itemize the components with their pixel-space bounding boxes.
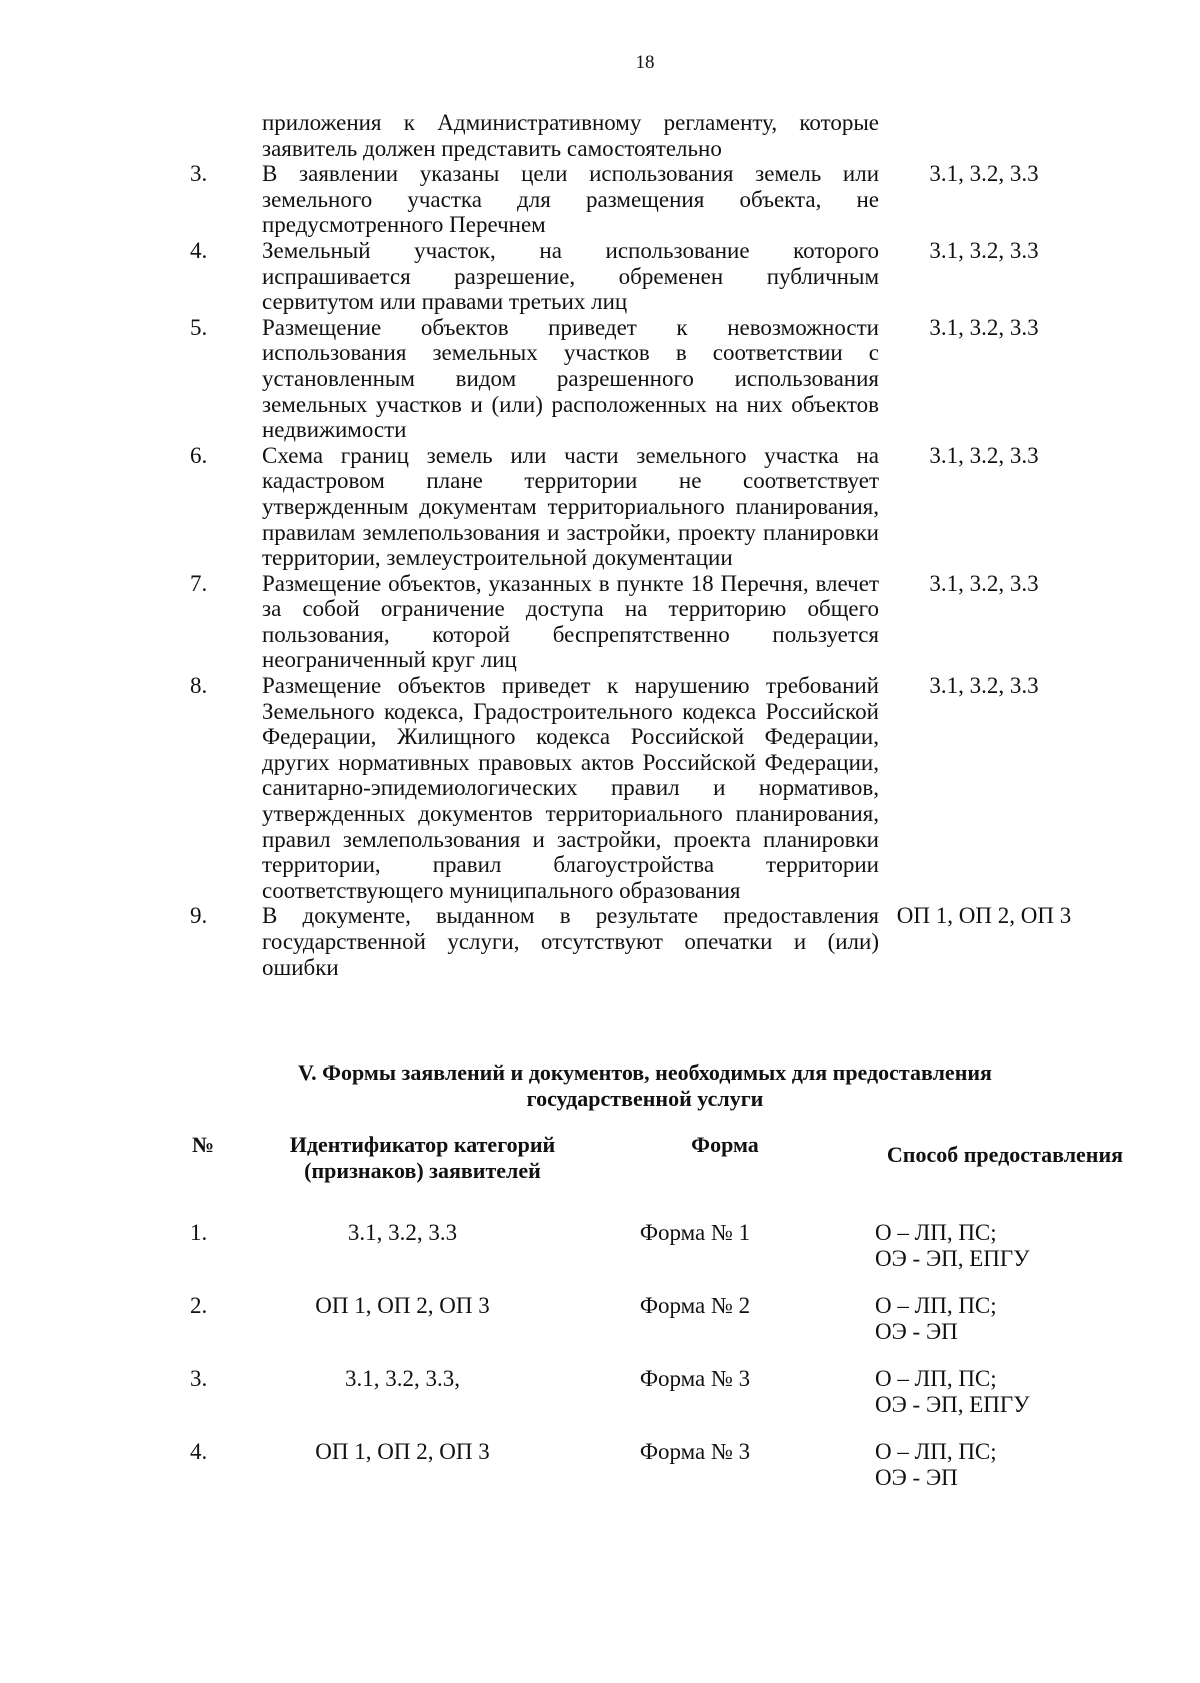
item-number: 7. [190,570,208,596]
table-header [180,1132,1124,1220]
table-row [180,1439,1100,1512]
header-num: № [192,1132,215,1157]
method-line: О – ЛП, ПС; [875,1293,997,1318]
item-number: 4. [190,237,208,263]
item-codes: 3.1, 3.2, 3.3 [929,673,1039,699]
method-line: ОЭ - ЭП [875,1465,958,1490]
table-row [180,1220,1100,1293]
table-row [180,1293,1100,1366]
list-item [190,315,1090,443]
cell-method [820,1439,1100,1512]
cell-method [820,1220,1100,1293]
item-codes: 3.1, 3.2, 3.3 [929,237,1039,263]
method-line: ОЭ - ЭП, ЕПГУ [875,1392,1030,1417]
header-form: Форма [691,1132,759,1157]
method-line: ОЭ - ЭП [875,1319,958,1344]
list-item [190,571,1090,673]
item-text: Размещение объектов, указанных в пункте 18 Перечня, влечет за собой ограничение доступа на территорию общего пользования, которой беспрепятственно пользуется неограниченный круг лиц [262,570,879,673]
cell-identifier: 3.1, 3.2, 3.3, [345,1366,460,1391]
method-line: ОЭ - ЭП, ЕПГУ [875,1246,1030,1271]
cell-num: 1. [190,1220,208,1245]
item-text: В заявлении указаны цели использования земель или земельного участка для размещения объекта, не предусмотренного Перечнем [262,161,879,238]
list-item [190,443,1090,571]
cell-num: 3. [190,1366,208,1391]
table-row [180,1366,1100,1439]
section-heading [250,1060,1040,1112]
cell-method [820,1366,1100,1439]
cell-identifier: 3.1, 3.2, 3.3 [347,1220,458,1245]
cell-form: Форма № 2 [639,1293,751,1318]
refusal-criteria-list [190,110,1090,980]
method-line: О – ЛП, ПС; [875,1220,997,1245]
header-identifier: Идентификатор категорий (признаков) заявителей [289,1132,556,1183]
list-item [190,903,1090,980]
cell-num: 2. [190,1293,208,1318]
cell-method [820,1293,1100,1366]
item-text: Схема границ земель или части земельного участка на кадастровом плане территории не соответствует утвержденным документам территориального планирования, правилам землепользования и застройки, проекту планировки территории, землеустроительной документации [262,442,879,571]
item-codes: 3.1, 3.2, 3.3 [929,314,1039,340]
cell-form: Форма № 3 [639,1439,751,1464]
cell-form: Форма № 1 [639,1220,751,1245]
forms-table [180,1132,1124,1512]
list-item [190,110,1090,161]
item-codes: 3.1, 3.2, 3.3 [929,442,1039,468]
list-item [190,673,1090,903]
list-item [190,238,1090,315]
cell-form: Форма № 3 [639,1366,751,1391]
item-codes: 3.1, 3.2, 3.3 [929,570,1039,596]
item-text: Размещение объектов приведет к нарушению требований Земельного кодекса, Градостроительного кодекса Российской Федерации, Жилищного кодекса Российской Федерации, других нормативных правовых актов Российской Федерации, санитарно-эпидемиологических правил и нормативов, утвержденных документов территориального планирования, правил землепользования и застройки, проекта планировки территории, правил благоустройства территории соответствующего муниципального образования [262,673,879,903]
page-number: 18 [635,52,655,73]
section-heading-line: государственной услуги [526,1086,764,1111]
item-number: 6. [190,442,208,468]
header-method: Способ предоставления [886,1142,1124,1167]
cell-num: 4. [190,1439,208,1464]
method-line: О – ЛП, ПС; [875,1439,997,1464]
list-item [190,161,1090,238]
item-number: 3. [190,161,208,187]
cell-identifier: ОП 1, ОП 2, ОП 3 [315,1439,490,1464]
item-number: 9. [190,903,208,929]
item-text: Земельный участок, на использование которого испрашивается разрешение, обременен публичным сервитутом или правами третьих лиц [262,237,879,315]
item-codes: 3.1, 3.2, 3.3 [929,161,1039,187]
method-line: О – ЛП, ПС; [875,1366,997,1391]
cell-identifier: ОП 1, ОП 2, ОП 3 [315,1293,490,1318]
section-heading-line: V. Формы заявлений и документов, необходимых для предоставления [298,1060,992,1085]
item-text: В документе, выданном в результате предоставления государственной услуги, отсутствуют опечатки и (или) ошибки [262,903,879,980]
item-codes: ОП 1, ОП 2, ОП 3 [896,903,1072,929]
item-number: 5. [190,314,208,340]
item-text: приложения к Административному регламенту, которые заявитель должен представить самостоятельно [262,110,879,161]
item-text: Размещение объектов приведет к невозможности использования земельных участков в соответствии с установленным видом разрешенного использования земельных участков и (или) расположенных на них объектов недвижимости [262,314,879,443]
item-number: 8. [190,673,208,699]
